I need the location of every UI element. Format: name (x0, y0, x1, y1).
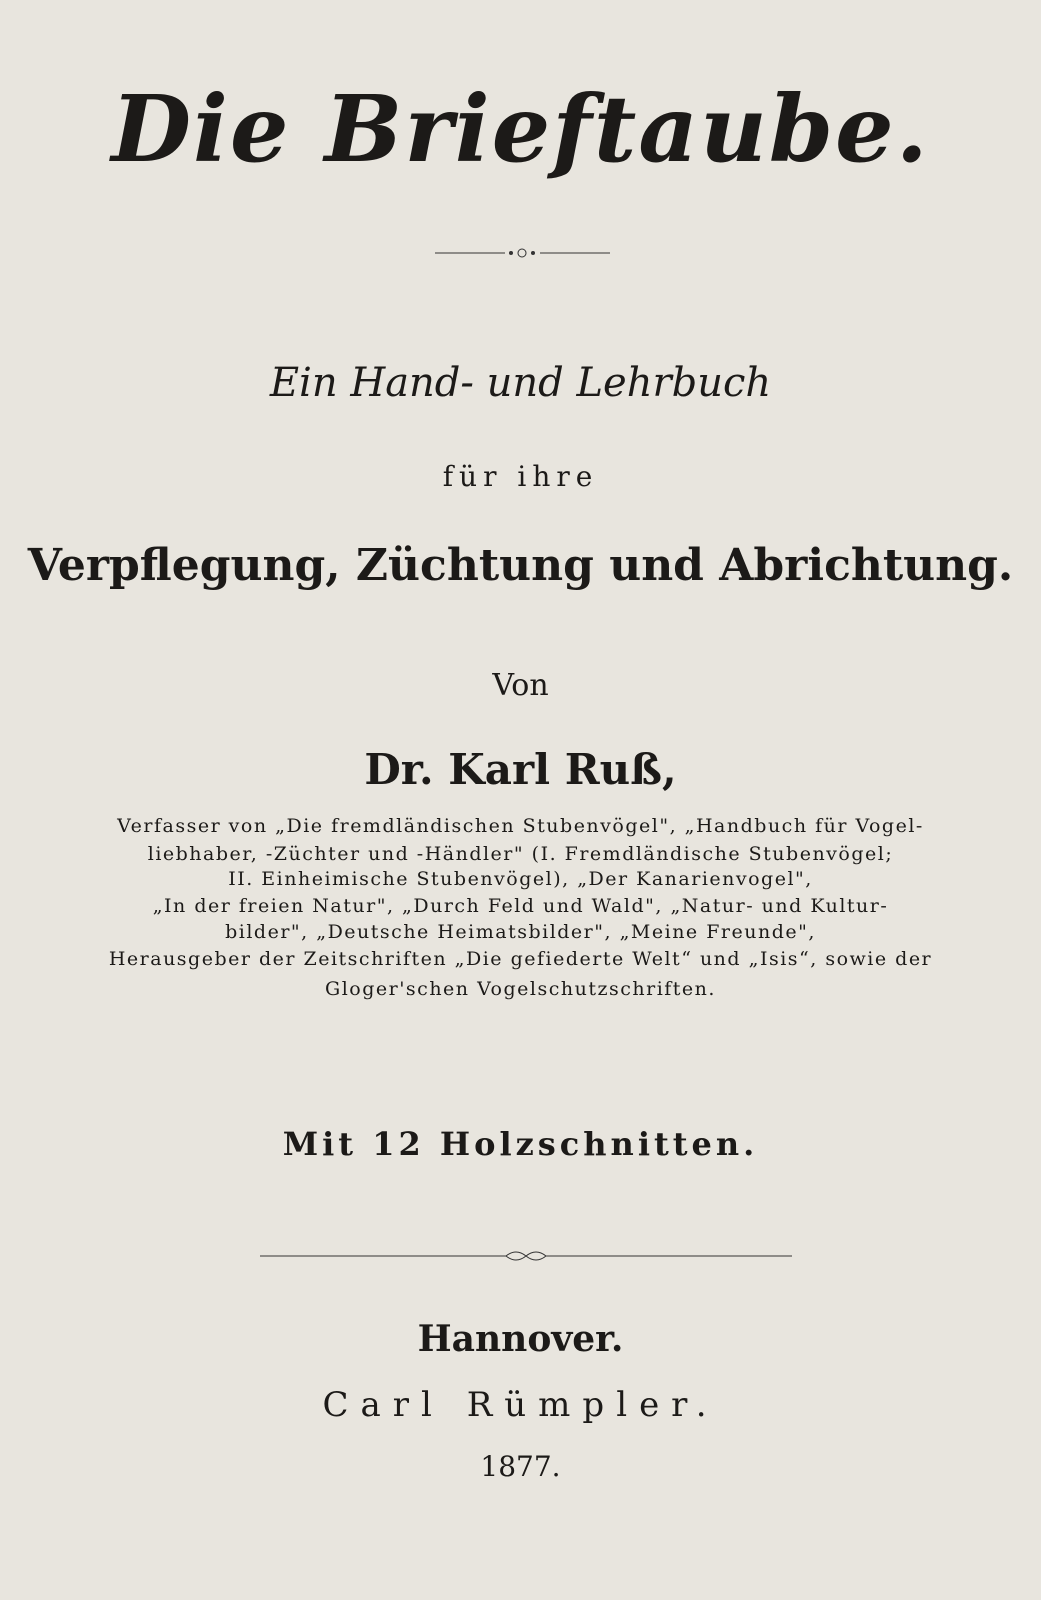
ornament-divider-top (435, 246, 610, 260)
author-info-line: „In der freien Natur", „Durch Feld und Wald", „Natur- und Kultur- (152, 895, 889, 917)
book-title: Die Brieftaube. (111, 75, 930, 183)
publication-year: 1877. (480, 1450, 561, 1483)
author-name: Dr. Karl Ruß, (364, 745, 677, 794)
subtitle-handbook: Ein Hand- und Lehrbuch (269, 360, 772, 406)
publication-place: Hannover. (417, 1318, 624, 1360)
ornament-divider-bottom (260, 1248, 792, 1264)
subtitle-for: für ihre (442, 460, 599, 493)
author-info-line: Gloger'schen Vogelschutzschriften. (325, 978, 716, 1000)
author-info-line: Verfasser von „Die fremdländischen Stubenvögel", „Handbuch für Vogel- (117, 815, 924, 837)
by-label: Von (492, 668, 549, 703)
author-info-line: liebhaber, -Züchter und -Händler" (I. Fremdländische Stubenvögel; (147, 843, 894, 865)
author-info-line: bilder", „Deutsche Heimatsbilder", „Meine Freunde", (225, 921, 816, 943)
illustrations-note: Mit 12 Holzschnitten. (282, 1125, 759, 1163)
author-info-line: Herausgeber der Zeitschriften „Die gefiederte Welt“ und „Isis“, sowie der (108, 948, 933, 970)
publisher: Carl Rümpler. (322, 1385, 719, 1425)
subtitle-topics: Verpflegung, Züchtung und Abrichtung. (27, 540, 1014, 591)
author-info-line: II. Einheimische Stubenvögel), „Der Kanarienvogel", (228, 868, 813, 890)
